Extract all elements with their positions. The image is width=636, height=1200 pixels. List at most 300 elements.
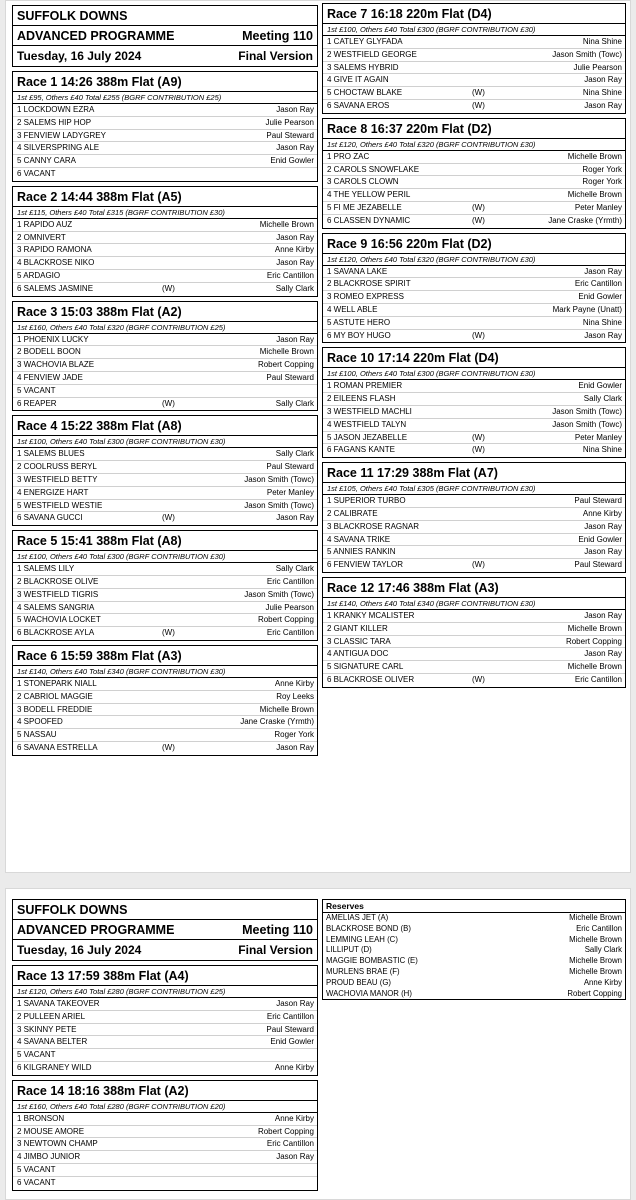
trainer-name: Paul Steward	[266, 462, 314, 472]
race-prize-money: 1st £100, Others £40 Total £300 (BGRF CONTRIBUTION £30)	[323, 368, 625, 380]
wide-runner-marker: (W)	[162, 513, 175, 523]
runner-row	[323, 380, 625, 393]
trainer-name: Sally Clark	[275, 449, 314, 459]
trainer-name: Robert Copping	[257, 615, 314, 625]
wide-runner-marker: (W)	[162, 398, 175, 408]
trainer-name: Jason Ray	[276, 105, 314, 114]
race-prize-money: 1st £120, Others £40 Total £320 (BGRF CONTRIBUTION £30)	[323, 254, 625, 266]
trainer-name: Jason Smith (Towc)	[244, 589, 314, 599]
reserve-trainer: Anne Kirby	[583, 977, 622, 987]
runner-name: 1 RAPIDO AUZ	[17, 219, 73, 229]
trainer-name: Enid Gowler	[578, 534, 622, 544]
trainer-name: Anne Kirby	[274, 678, 314, 688]
race-card	[12, 186, 318, 297]
wide-runner-marker: (W)	[472, 432, 485, 442]
runner-name: 4 BLACKROSE NIKO	[17, 258, 95, 268]
wide-runner-marker	[162, 691, 187, 703]
trainer-name: Julie Pearson	[573, 62, 622, 72]
reserve-row	[323, 924, 625, 935]
trainer-name: Peter Manley	[574, 202, 622, 212]
runner-name: 5 CANNY CARA	[17, 156, 76, 166]
runner-row	[13, 576, 317, 589]
runner-row	[323, 151, 625, 164]
wide-runner-marker	[162, 614, 187, 626]
reserve-trainer: Michelle Brown	[569, 956, 622, 966]
runner-name: 3 WACHOVIA BLAZE	[17, 360, 95, 370]
reserves-list	[323, 913, 625, 999]
race-prize-money: 1st £140, Others £40 Total £340 (BGRF CONTRIBUTION £30)	[323, 598, 625, 610]
runner-name: 6 SAVANA EROS	[327, 100, 390, 110]
reserve-row	[323, 945, 625, 956]
runner-name: 3 FENVIEW LADYGREY	[17, 130, 106, 140]
wide-runner-marker: (W)	[472, 100, 485, 110]
runner-row	[323, 176, 625, 189]
runner-name: 1 KRANKY MCALISTER	[327, 610, 415, 620]
trainer-name: Jason Smith (Towc)	[244, 500, 314, 510]
wide-runner-marker	[162, 716, 187, 728]
runner-row	[323, 164, 625, 177]
race-prize-money: 1st £160, Others £40 Total £280 (BGRF CONTRIBUTION £20)	[13, 1101, 317, 1113]
programme-title: ADVANCED PROGRAMME	[17, 28, 175, 43]
runner-row	[323, 291, 625, 304]
runner-name: 2 CALIBRATE	[327, 508, 378, 518]
runner-row	[13, 1177, 317, 1190]
wide-runner-marker	[162, 130, 187, 142]
runner-row	[323, 202, 625, 215]
wide-runner-marker	[162, 563, 187, 575]
wide-runner-marker	[162, 487, 187, 499]
reserve-row	[323, 935, 625, 946]
runner-row	[13, 104, 317, 117]
wide-runner-marker	[162, 589, 187, 601]
runner-row	[323, 74, 625, 87]
runner-name: 1 SAVANA TAKEOVER	[17, 999, 100, 1008]
wide-runner-marker: (W)	[472, 560, 485, 570]
trainer-name: Jason Ray	[584, 330, 622, 340]
race-card	[12, 1080, 318, 1191]
runner-row	[323, 623, 625, 636]
runner-row	[323, 36, 625, 49]
wide-runner-marker	[472, 380, 497, 392]
race-prize-money: 1st £100, Others £40 Total £300 (BGRF CONTRIBUTION £30)	[13, 436, 317, 448]
runner-row	[13, 1049, 317, 1062]
trainer-name: Jane Craske (Yrmth)	[548, 215, 622, 225]
header-programme-row	[13, 26, 317, 46]
runner-row	[13, 244, 317, 257]
runner-row	[323, 559, 625, 572]
runner-row	[323, 610, 625, 623]
runner-row	[323, 674, 625, 687]
wide-runner-marker: (W)	[472, 330, 485, 340]
runner-row	[13, 130, 317, 143]
trainer-name: Jason Ray	[584, 547, 622, 557]
programme-header	[12, 899, 318, 961]
trainer-name: Sally Clark	[583, 394, 622, 404]
runner-row	[323, 49, 625, 62]
race-title: Race 1 14:26 388m Flat (A9)	[13, 72, 317, 92]
wide-runner-marker: (W)	[472, 202, 485, 212]
venue-title: SUFFOLK DOWNS	[17, 8, 128, 23]
trainer-name: Robert Copping	[257, 1126, 314, 1136]
wide-runner-marker	[162, 576, 187, 588]
runner-row	[323, 648, 625, 661]
wide-runner-marker	[472, 495, 497, 507]
wide-runner-marker	[162, 385, 187, 397]
race-title: Race 2 14:44 388m Flat (A5)	[13, 187, 317, 207]
race-title: Race 9 16:56 220m Flat (D2)	[323, 234, 625, 254]
trainer-name: Enid Gowler	[270, 1037, 314, 1047]
reserve-name: AMELIAS JET (A)	[326, 913, 389, 922]
wide-runner-marker	[162, 729, 187, 741]
race-card	[322, 462, 626, 573]
reserve-row	[323, 956, 625, 967]
wide-runner-marker	[162, 346, 187, 358]
race-card	[322, 3, 626, 114]
runner-row	[13, 1138, 317, 1151]
runner-name: 5 VACANT	[17, 385, 56, 395]
wide-runner-marker	[472, 266, 497, 278]
meeting-date: Tuesday, 16 July 2024	[17, 943, 142, 957]
reserve-row	[323, 967, 625, 978]
wide-runner-marker	[162, 334, 187, 346]
trainer-name: Jason Smith (Towc)	[552, 406, 622, 416]
runner-row	[323, 444, 625, 457]
race-prize-money: 1st £115, Others £40 Total £315 (BGRF CONTRIBUTION £30)	[13, 207, 317, 219]
trainer-name: Michelle Brown	[567, 662, 622, 672]
reserve-row	[323, 913, 625, 924]
runner-name: 2 COOLRUSS BERYL	[17, 462, 97, 472]
trainer-name: Anne Kirby	[274, 245, 314, 255]
runner-row	[13, 563, 317, 576]
wide-runner-marker	[472, 164, 497, 176]
runner-row	[13, 346, 317, 359]
trainer-name: Paul Steward	[266, 130, 314, 140]
runner-name: 6 MY BOY HUGO	[327, 330, 391, 340]
trainer-name: Enid Gowler	[578, 292, 622, 302]
trainer-name: Robert Copping	[565, 636, 622, 646]
runner-row	[323, 100, 625, 113]
runner-row	[13, 270, 317, 283]
runner-name: 4 THE YELLOW PERIL	[327, 190, 411, 200]
reserves-title: Reserves	[323, 900, 625, 913]
runner-name: 5 VACANT	[17, 1164, 56, 1174]
trainer-name: Jason Ray	[276, 513, 314, 523]
trainer-name	[187, 385, 314, 397]
runner-row	[323, 406, 625, 419]
runner-row	[323, 189, 625, 202]
runner-row	[13, 614, 317, 627]
trainer-name: Jason Ray	[584, 610, 622, 620]
runner-name: 3 BODELL FREDDIE	[17, 704, 93, 714]
left-column	[12, 5, 318, 756]
trainer-name: Jason Ray	[584, 521, 622, 531]
race-card	[322, 347, 626, 458]
wide-runner-marker: (W)	[162, 628, 175, 638]
wide-runner-marker: (W)	[472, 445, 485, 455]
runner-name: 3 RAPIDO RAMONA	[17, 245, 92, 255]
trainer-name: Michelle Brown	[567, 623, 622, 633]
runner-name: 6 SAVANA GUCCI	[17, 513, 83, 523]
runner-name: 1 BRONSON	[17, 1113, 65, 1123]
runner-name: 1 CATLEY GLYFADA	[327, 37, 403, 46]
runner-row	[13, 372, 317, 385]
race-prize-money: 1st £100, Others £40 Total £300 (BGRF CONTRIBUTION £30)	[323, 24, 625, 36]
header-venue-row	[13, 6, 317, 26]
trainer-name: Jason Ray	[584, 75, 622, 85]
trainer-name: Peter Manley	[266, 487, 314, 497]
runner-name: 4 ANTIGUA DOC	[327, 649, 389, 659]
runner-name: 6 BLACKROSE AYLA	[17, 628, 95, 638]
reserve-name: MAGGIE BOMBASTIC (E)	[326, 956, 418, 966]
race-card	[12, 530, 318, 641]
trainer-name: Sally Clark	[275, 398, 314, 408]
runner-name: 2 BLACKROSE OLIVE	[17, 576, 99, 586]
runner-row	[323, 62, 625, 75]
runner-row	[13, 1113, 317, 1126]
runner-row	[13, 627, 317, 640]
runner-name: 4 ENERGIZE HART	[17, 487, 89, 497]
reserve-trainer: Michelle Brown	[569, 966, 622, 976]
runner-name: 3 WESTFIELD MACHLI	[327, 406, 412, 416]
reserve-trainer: Michelle Brown	[569, 934, 622, 944]
reserve-row	[323, 978, 625, 989]
wide-runner-marker	[162, 448, 187, 460]
meeting-number: Meeting 110	[242, 922, 313, 937]
runner-row	[13, 1062, 317, 1075]
trainer-name: Anne Kirby	[274, 1113, 314, 1123]
runner-row	[13, 512, 317, 525]
runner-name: 3 SKINNY PETE	[17, 1024, 77, 1034]
runner-name: 3 BLACKROSE RAGNAR	[327, 521, 420, 531]
wide-runner-marker	[162, 104, 187, 116]
trainer-name: Sally Clark	[275, 564, 314, 574]
runner-name: 1 SALEMS LILY	[17, 564, 75, 574]
race-card	[12, 301, 318, 412]
runner-row	[13, 117, 317, 130]
runner-row	[323, 304, 625, 317]
runner-row	[13, 487, 317, 500]
wide-runner-marker	[162, 1011, 187, 1023]
trainer-name: Eric Cantillon	[574, 674, 622, 684]
trainer-name: Jason Smith (Towc)	[552, 419, 622, 429]
runner-row	[323, 534, 625, 547]
programme-title: ADVANCED PROGRAMME	[17, 922, 175, 937]
wide-runner-marker	[162, 1177, 187, 1190]
runner-name: 1 PRO ZAC	[327, 151, 370, 161]
race-prize-money: 1st £95, Others £40 Total £255 (BGRF CONTRIBUTION £25)	[13, 92, 317, 104]
runner-row	[13, 729, 317, 742]
runner-name: 6 SAVANA ESTRELLA	[17, 742, 98, 752]
wide-runner-marker	[162, 704, 187, 716]
reserve-name: LEMMING LEAH (C)	[326, 934, 398, 944]
race-title: Race 5 15:41 388m Flat (A8)	[13, 531, 317, 551]
runner-name: 5 CHOCTAW BLAKE	[327, 88, 403, 98]
runner-name: 5 WESTFIELD WESTIE	[17, 500, 103, 510]
wide-runner-marker	[472, 189, 497, 201]
runner-row	[13, 474, 317, 487]
race-card	[12, 71, 318, 182]
runner-row	[13, 589, 317, 602]
trainer-name: Julie Pearson	[265, 602, 314, 612]
runner-name: 2 OMNIVERT	[17, 232, 66, 242]
trainer-name: Sally Clark	[275, 283, 314, 293]
wide-runner-marker	[472, 648, 497, 660]
runner-name: 2 EILEENS FLASH	[327, 394, 396, 404]
wide-runner-marker	[472, 62, 497, 74]
trainer-name: Jason Ray	[584, 649, 622, 659]
runner-name: 2 CAROLS SNOWFLAKE	[327, 164, 420, 174]
wide-runner-marker: (W)	[162, 742, 175, 752]
runner-name: 6 REAPER	[17, 398, 57, 408]
runner-name: 3 ROMEO EXPRESS	[327, 292, 404, 302]
wide-runner-marker	[472, 49, 497, 61]
wide-runner-marker	[162, 257, 187, 269]
programme-header	[12, 5, 318, 67]
runner-row	[13, 398, 317, 411]
wide-runner-marker	[162, 359, 187, 371]
trainer-name: Eric Cantillon	[574, 279, 622, 289]
programme-page-1	[5, 0, 631, 873]
runner-row	[323, 317, 625, 330]
wide-runner-marker	[162, 678, 187, 690]
runner-name: 1 ROMAN PREMIER	[327, 381, 403, 391]
race-prize-money: 1st £120, Others £40 Total £280 (BGRF CONTRIBUTION £25)	[13, 986, 317, 998]
runner-row	[323, 278, 625, 291]
runner-row	[13, 1036, 317, 1049]
runner-name: 6 VACANT	[17, 168, 56, 178]
runner-row	[323, 419, 625, 432]
race-title: Race 14 18:16 388m Flat (A2)	[13, 1081, 317, 1101]
trainer-name: Michelle Brown	[259, 347, 314, 357]
trainer-name: Paul Steward	[574, 496, 622, 506]
trainer-name: Enid Gowler	[578, 381, 622, 391]
trainer-name: Roger York	[582, 164, 622, 174]
reserve-trainer: Michelle Brown	[569, 913, 622, 922]
runner-name: 1 SALEMS BLUES	[17, 449, 85, 459]
trainer-name: Jason Smith (Towc)	[552, 49, 622, 59]
trainer-name: Nina Shine	[582, 317, 622, 327]
version-label: Final Version	[238, 49, 313, 63]
trainer-name: Eric Cantillon	[266, 1011, 314, 1021]
race-title: Race 11 17:29 388m Flat (A7)	[323, 463, 625, 483]
runner-name: 6 KILGRANEY WILD	[17, 1062, 92, 1072]
trainer-name: Peter Manley	[574, 432, 622, 442]
runner-row	[13, 461, 317, 474]
wide-runner-marker	[472, 317, 497, 329]
race-card	[322, 233, 626, 344]
trainer-name: Eric Cantillon	[266, 628, 314, 638]
wide-runner-marker	[162, 500, 187, 512]
runner-row	[13, 257, 317, 270]
runner-name: 4 SPOOFED	[17, 717, 63, 727]
runner-row	[13, 1024, 317, 1037]
runner-row	[13, 232, 317, 245]
runner-row	[13, 1011, 317, 1024]
trainer-name: Michelle Brown	[567, 190, 622, 200]
wide-runner-marker	[162, 372, 187, 384]
wide-runner-marker	[162, 1024, 187, 1036]
wide-runner-marker	[472, 508, 497, 520]
reserve-name: MURLENS BRAE (F)	[326, 966, 400, 976]
trainer-name	[187, 1177, 314, 1190]
trainer-name: Jason Ray	[276, 742, 314, 752]
runner-name: 4 JIMBO JUNIOR	[17, 1152, 81, 1162]
trainer-name: Jason Ray	[276, 143, 314, 153]
runner-row	[13, 678, 317, 691]
runner-row	[13, 219, 317, 232]
race-title: Race 13 17:59 388m Flat (A4)	[13, 966, 317, 986]
wide-runner-marker	[472, 623, 497, 635]
trainer-name: Jason Ray	[276, 232, 314, 242]
runner-row	[13, 334, 317, 347]
runner-name: 4 SAVANA BELTER	[17, 1037, 88, 1047]
venue-title: SUFFOLK DOWNS	[17, 902, 128, 917]
runner-row	[13, 998, 317, 1011]
race-title: Race 6 15:59 388m Flat (A3)	[13, 646, 317, 666]
trainer-name: Roger York	[582, 177, 622, 187]
wide-runner-marker	[472, 393, 497, 405]
meeting-date: Tuesday, 16 July 2024	[17, 49, 142, 63]
race-prize-money: 1st £100, Others £40 Total £300 (BGRF CONTRIBUTION £30)	[13, 551, 317, 563]
trainer-name: Jason Ray	[276, 334, 314, 344]
runner-name: 5 FI ME JEZABELLE	[327, 202, 402, 212]
header-programme-row	[13, 920, 317, 940]
wide-runner-marker: (W)	[162, 283, 175, 293]
runner-name: 5 ARDAGIO	[17, 270, 61, 280]
runner-row	[323, 330, 625, 343]
trainer-name: Eric Cantillon	[266, 1139, 314, 1149]
runner-name: 2 WESTFIELD GEORGE	[327, 49, 417, 59]
right-column	[322, 3, 626, 688]
trainer-name: Mark Payne (Unatt)	[552, 304, 622, 314]
runner-row	[323, 546, 625, 559]
race-prize-money: 1st £160, Others £40 Total £320 (BGRF CONTRIBUTION £25)	[13, 322, 317, 334]
trainer-name: Jason Ray	[276, 1152, 314, 1162]
trainer-name: Paul Steward	[266, 1024, 314, 1034]
trainer-name: Jason Ray	[276, 999, 314, 1008]
header-date-row	[13, 940, 317, 960]
wide-runner-marker	[162, 270, 187, 282]
left-column	[12, 899, 318, 1191]
runner-name: 5 WACHOVIA LOCKET	[17, 615, 101, 625]
wide-runner-marker	[162, 998, 187, 1010]
wide-runner-marker	[472, 406, 497, 418]
trainer-name: Nina Shine	[582, 37, 622, 46]
race-card	[322, 118, 626, 229]
runner-name: 5 ASTUTE HERO	[327, 317, 391, 327]
runner-name: 6 VACANT	[17, 1177, 56, 1187]
runner-row	[13, 742, 317, 755]
runner-name: 2 CABRIOL MAGGIE	[17, 691, 93, 701]
runner-name: 1 STONEPARK NIALL	[17, 678, 97, 688]
wide-runner-marker: (W)	[472, 674, 485, 684]
runner-row	[13, 1151, 317, 1164]
runner-row	[13, 359, 317, 372]
reserve-name: PROUD BEAU (G)	[326, 977, 391, 987]
wide-runner-marker	[162, 1164, 187, 1176]
race-card	[12, 645, 318, 756]
runner-name: 5 NASSAU	[17, 730, 57, 740]
trainer-name: Eric Cantillon	[266, 576, 314, 586]
runner-name: 2 BLACKROSE SPIRIT	[327, 279, 411, 289]
wide-runner-marker	[162, 168, 187, 181]
runner-name: 2 PULLEEN ARIEL	[17, 1011, 86, 1021]
runner-row	[323, 508, 625, 521]
trainer-name: Michelle Brown	[259, 219, 314, 229]
race-prize-money: 1st £120, Others £40 Total £320 (BGRF CONTRIBUTION £30)	[323, 139, 625, 151]
trainer-name: Jason Ray	[584, 100, 622, 110]
version-label: Final Version	[238, 943, 313, 957]
